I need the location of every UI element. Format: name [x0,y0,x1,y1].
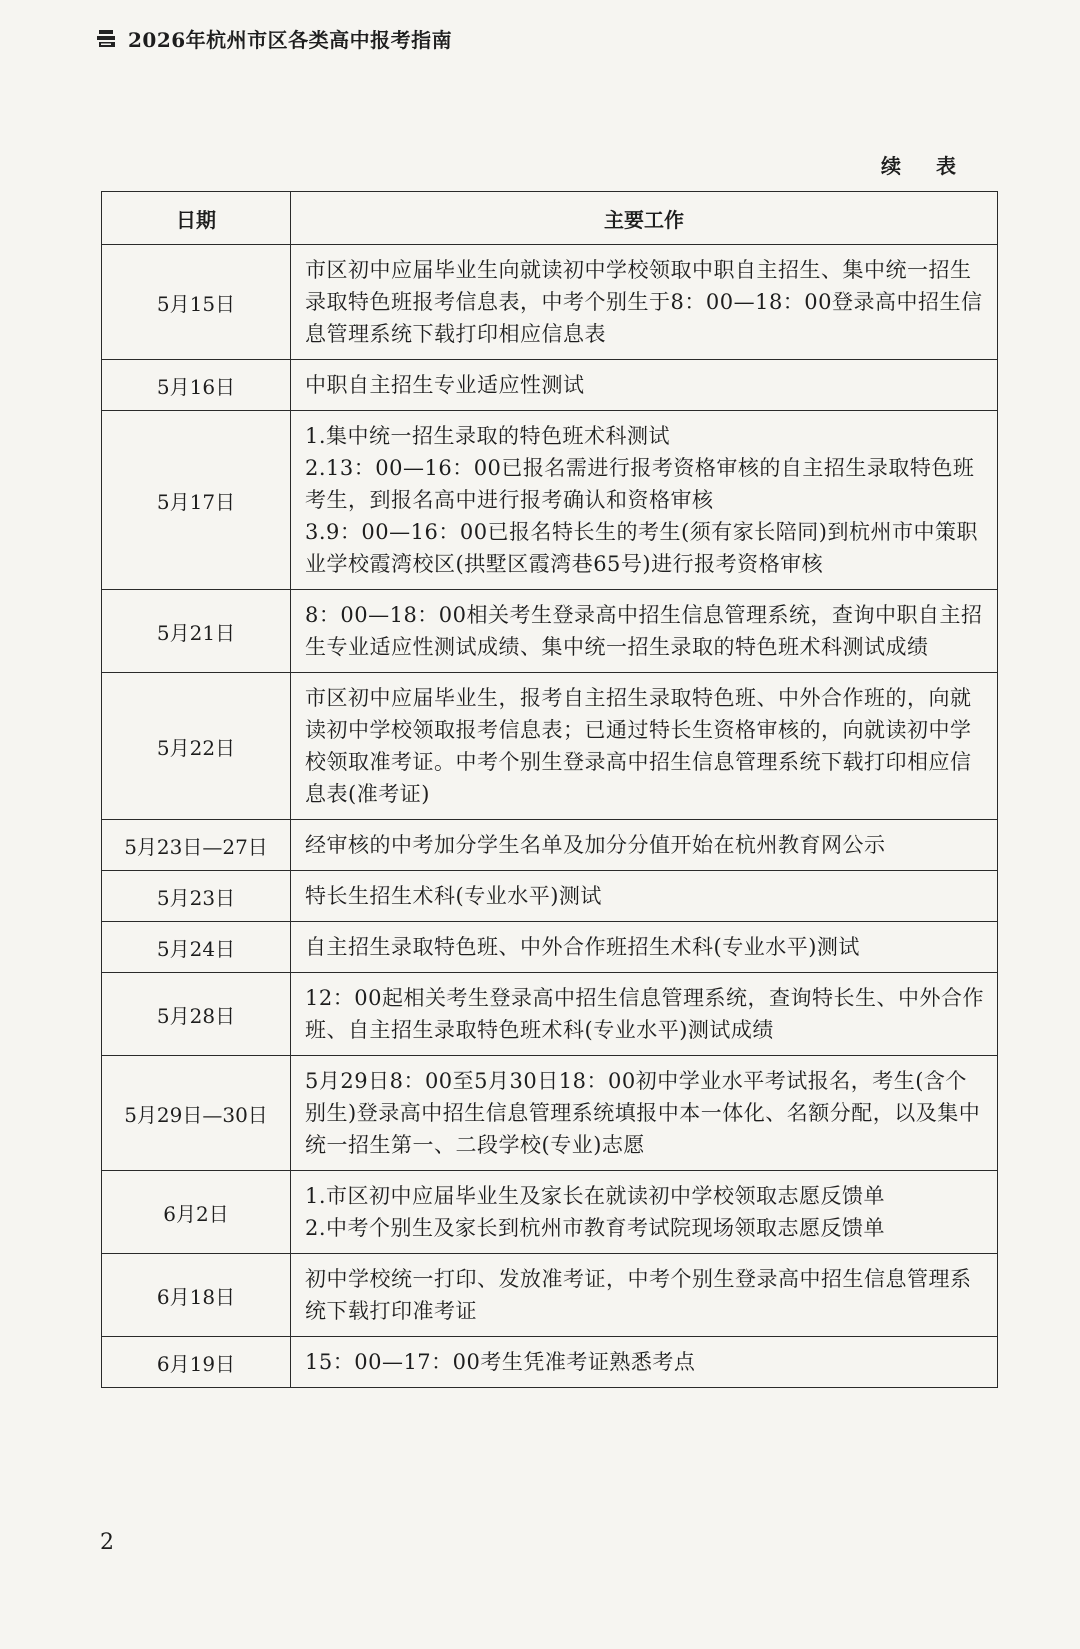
work-item: 1.集中统一招生录取的特色班术科测试 [305,424,671,448]
work-item: 1.市区初中应届毕业生及家长在就读初中学校领取志愿反馈单 [305,1184,886,1208]
date-cell: 6月18日 [102,1254,291,1337]
table-row [102,1056,998,1171]
work-cell [291,1337,998,1388]
page-number: 2 [100,1530,114,1555]
table-row [102,973,998,1056]
column-header-date: 日期 [102,192,291,245]
work-cell [291,922,998,973]
date-cell: 5月24日 [102,922,291,973]
work-cell [291,590,998,673]
date-cell: 5月23日—27日 [102,820,291,871]
table-row [102,590,998,673]
table-row [102,360,998,411]
work-item: 经审核的中考加分学生名单及加分分值开始在杭州教育网公示 [305,833,886,857]
work-cell [291,245,998,360]
work-cell [291,820,998,871]
work-cell [291,973,998,1056]
date-cell: 6月19日 [102,1337,291,1388]
date-cell: 6月2日 [102,1171,291,1254]
date-cell: 5月21日 [102,590,291,673]
table-row [102,1171,998,1254]
table-row [102,673,998,820]
date-cell: 5月16日 [102,360,291,411]
table-row [102,411,998,590]
date-cell: 5月22日 [102,673,291,820]
work-item: 中职自主招生专业适应性测试 [305,373,585,397]
date-cell: 5月29日—30日 [102,1056,291,1171]
date-cell: 5月23日 [102,871,291,922]
continuation-label: 续 表 [881,154,970,178]
table-row [102,871,998,922]
work-item: 2.13：00—16：00已报名需进行报考资格审核的自主招生录取特色班考生，到报名高中进行报考确认和资格审核 [305,456,975,512]
work-item: 2.中考个别生及家长到杭州市教育考试院现场领取志愿反馈单 [305,1216,886,1240]
table-row [102,922,998,973]
work-cell [291,1254,998,1337]
schedule-table [101,191,998,1388]
work-cell [291,411,998,590]
date-cell: 5月15日 [102,245,291,360]
column-header-work: 主要工作 [291,192,998,245]
table-row [102,1337,998,1388]
header-title: 2026年杭州市区各类高中报考指南 [128,28,453,52]
work-item: 自主招生录取特色班、中外合作班招生术科(专业水平)测试 [305,935,860,959]
table-row [102,1254,998,1337]
work-item: 特长生招生术科(专业水平)测试 [305,884,602,908]
table-header-row [102,192,998,245]
work-cell [291,360,998,411]
work-cell [291,871,998,922]
book-stack-icon [96,28,118,50]
work-cell [291,1171,998,1254]
work-cell [291,1056,998,1171]
work-item: 5月29日8：00至5月30日18：00初中学业水平考试报名，考生(含个别生)登录高中招生信息管理系统填报中本一体化、名额分配，以及集中统一招生第一、二段学校(专业)志愿 [305,1069,981,1157]
work-item: 8：00—18：00相关考生登录高中招生信息管理系统，查询中职自主招生专业适应性测试成绩、集中统一招生录取的特色班术科测试成绩 [305,603,983,659]
date-cell: 5月17日 [102,411,291,590]
date-cell: 5月28日 [102,973,291,1056]
work-item: 15：00—17：00考生凭准考证熟悉考点 [305,1350,696,1374]
work-item: 3.9：00—16：00已报名特长生的考生(须有家长陪同)到杭州市中策职业学校霞湾校区(拱墅区霞湾巷65号)进行报考资格审核 [305,520,978,576]
work-cell [291,673,998,820]
work-item: 12：00起相关考生登录高中招生信息管理系统，查询特长生、中外合作班、自主招生录取特色班术科(专业水平)测试成绩 [305,986,984,1042]
work-item: 市区初中应届毕业生向就读初中学校领取中职自主招生、集中统一招生录取特色班报考信息表，中考个别生于8：00—18：00登录高中招生信息管理系统下载打印相应信息表 [305,258,983,346]
table-row [102,245,998,360]
table-row [102,820,998,871]
work-item: 市区初中应届毕业生，报考自主招生录取特色班、中外合作班的，向就读初中学校领取报考信息表；已通过特长生资格审核的，向就读初中学校领取准考证。中考个别生登录高中招生信息管理系统下载打印相应信息表(准考证) [305,686,972,806]
page-header [96,24,452,53]
work-item: 初中学校统一打印、发放准考证，中考个别生登录高中招生信息管理系统下载打印准考证 [305,1267,972,1323]
